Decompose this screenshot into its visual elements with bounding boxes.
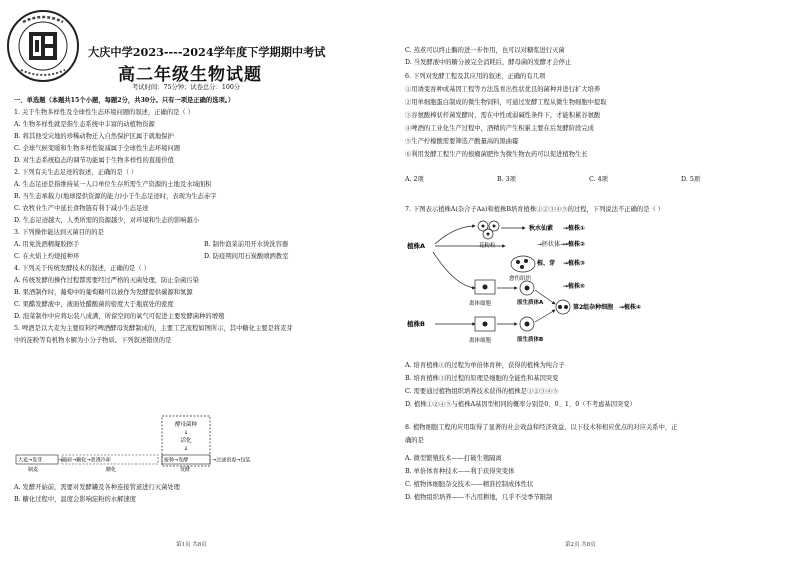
activation-label: 活化 <box>180 438 192 444</box>
q7-option-b: B. 培育植株③的过程的原理是细胞的全能性和基因突变 <box>405 375 559 382</box>
q4-option-a: A. 传统发酵的操作过程都需要经过严格的灭菌处理，防止杂菌污染 <box>14 277 199 284</box>
q8-option-c: C. 植物体细胞杂交技术——精准控制成体性状 <box>405 481 534 488</box>
q1-stem: 1. 关于生物多样性及全球性生态环境问题的叙述，正确的是（ ） <box>14 109 195 116</box>
fermentation-step: 接种→发酵 <box>164 457 189 464</box>
protoplast-a-label: 原生质体A <box>517 300 544 306</box>
q2-stem: 2. 下列有关生态足迹的叙述，正确的是（ ） <box>14 169 138 176</box>
q3-option-a: A. 用免洗酒精凝胶擦手 <box>14 241 80 248</box>
exam-info: 考试时间：75分钟；试卷总分：100分 <box>132 84 241 91</box>
q6-option-a: A. 2项 <box>405 176 424 183</box>
q6-item-3: ③谷氨酸棒状杆菌发酵时，需在中性或弱碱性条件下，才能积累谷氨酸 <box>405 112 601 119</box>
q1-option-a: A. 生物多样性就是指生态系统中丰富的动植物资源 <box>14 121 155 128</box>
q6-item-4: ④啤酒的工业化生产过程中，酒精的产生积累主要在后发酵阶段完成 <box>405 125 594 132</box>
isolated-cell-icon-a <box>475 280 495 294</box>
q3-option-c: C. 在火焰上灼烧接种环 <box>14 253 80 260</box>
section-heading: 一、单选题（本题共15个小题，每题2分，共30分。只有一项是正确的选项。） <box>14 97 235 104</box>
callus-icon <box>511 256 535 272</box>
yeast-arrow-1: ↓ <box>183 430 189 436</box>
page-footer: 第2页 共8页 <box>565 542 596 548</box>
q3-option-b: B. 制作泡菜前用开水烫洗容器 <box>204 241 289 248</box>
q7-option-c: C. 需要通过植物组织培养技术获得的植株是①②③④⑤ <box>405 388 559 395</box>
plant-4-label: →植株④ <box>619 304 642 311</box>
q6-option-c: C. 4项 <box>589 176 608 183</box>
q6-item-2: ②用单细胞蛋白制成的微生物饲料，可通过发酵工程从微生物细胞中提取 <box>405 99 607 106</box>
q2-option-b: B. 当生态承载力(地球提供资源的能力)小于生态足迹时，表现为生态赤字 <box>14 193 217 200</box>
school-seal <box>5 8 81 84</box>
exam-title: 高二年级生物试题 <box>118 65 262 85</box>
stage-label-mashing: 糖化 <box>106 467 117 472</box>
q6-stem: 6. 下列对发酵工程及其应用的叙述，正确的有几项 <box>405 73 546 80</box>
q6-item-1: ①用诱变育种或基因工程等方法选育出性状优良的菌种并进行扩大培养 <box>405 86 601 93</box>
isolated-cell-label-a: 离体细胞 <box>469 301 492 307</box>
plant-b-label: 植株B <box>407 320 425 328</box>
q4-stem: 4. 下列关于传统发酵技术的叙述，正确的是（ ） <box>14 265 150 272</box>
q5-option-d: D. 当发酵液中的糖分被完全消耗后，酵母菌的发酵才会停止 <box>405 59 572 66</box>
q3-stem: 3. 下列操作能达到灭菌目的的是 <box>14 229 104 236</box>
protoplast-a-icon <box>520 281 534 295</box>
plant-a-label: 植株A <box>407 242 426 250</box>
q5-option-b: B. 糖化过程中，温度会影响淀粉的水解速度 <box>14 496 136 503</box>
q5-option-c: C. 蒸煮可以终止酶的进一步作用，也可以对糖浆进行灭菌 <box>405 47 565 54</box>
q8-stem-line1: 8. 植物细胞工程的应用取得了显著的社会效益和经济效益，以下技术和相应优点的对应关系中，正 <box>405 424 678 431</box>
q1-option-c: C. 全球气候变暖和生物多样性锐减属于全球性生态环境问题 <box>14 145 181 152</box>
hybrid-cell-icon <box>556 300 570 314</box>
malting-step: 大麦→发芽 <box>18 457 43 464</box>
q5-option-a: A. 发酵开始前，需要对发酵罐及各种连接管道进行灭菌处理 <box>14 484 180 491</box>
q8-option-d: D. 植物组织培养——不占用耕地，几乎不受季节限制 <box>405 494 553 501</box>
q5-stem-line2: 中的淀粉等有机物水解为小分子物质。下列叙述错误的是 <box>14 337 172 344</box>
isolated-cell-label-b: 离体细胞 <box>469 338 492 344</box>
q7-option-a: A. 培育植株①的过程为单倍体育种，获得的植株为纯合子 <box>405 362 565 369</box>
q7-option-d: D. 植株①②④⑤与植株A基因型相同的概率分别是0、0、1、0（不考虑基因突变） <box>405 401 636 408</box>
arrow-a-to-cell <box>433 252 475 288</box>
mashing-step: →破碎→糖化→煮沸冷却 <box>58 457 111 464</box>
arrow-protoplast-b-to-hybrid <box>535 310 555 322</box>
protoplast-b-icon <box>520 317 534 331</box>
q3-option-d: D. 防疫期间用石炭酸喷洒教室 <box>204 253 289 260</box>
exam-header: 大庆中学2023----2024学年度下学期期中考试 <box>88 45 326 59</box>
yeast-arrow-2: ↓ <box>183 446 189 452</box>
plant-breeding-diagram <box>405 216 785 356</box>
q4-option-d: D. 泡菜制作中应将坛装八成满，所留空间的氧气可促进主要发酵菌种的增殖 <box>14 313 225 320</box>
protoplast-b-label: 原生质体B <box>517 337 544 343</box>
q8-option-b: B. 单倍体育种技术——利于获得突变体 <box>405 468 515 475</box>
q5-stem-line1: 5. 啤酒是以大麦为主要原料经啤酒酵母发酵制成的，主要工艺流程如图所示，其中糖化主要是将麦芽 <box>14 325 293 332</box>
q8-stem-line2: 确的是 <box>405 437 424 444</box>
beer-process-diagram <box>14 350 384 472</box>
q4-option-c: C. 果醋发酵液中，液面处醋酸菌的密度大于瓶底处的密度 <box>14 301 174 308</box>
page-footer: 第1页 共8页 <box>176 542 207 548</box>
embryoid-label: →胚状体→ <box>537 241 566 248</box>
stage-label-fermentation: 发酵 <box>180 467 191 472</box>
isolated-cell-icon-b <box>475 317 495 331</box>
root-shoot-label: 根、芽 <box>537 260 556 267</box>
plant-3-label: →植株③ <box>563 260 586 267</box>
q1-option-b: B. 将其他受灾地的珍稀动物迁入自然保护区属于就地保护 <box>14 133 174 140</box>
q2-option-a: A. 生态足迹是指维持某一人口单位生存所需生产资源的土地及水域面积 <box>14 181 212 188</box>
plant-2-label: →植株② <box>563 241 586 248</box>
pollen-cluster-icon <box>478 221 499 239</box>
plant-5-label: →植株⑤ <box>563 283 586 290</box>
q6-item-6: ⑥利用发酵工程生产的根瘤菌肥作为微生物农药可以促进植物生长 <box>405 151 588 158</box>
q6-item-5: ⑤生产柠檬酸需要筛选产酸量高的黑曲霉 <box>405 138 519 145</box>
q6-option-b: B. 3项 <box>497 176 516 183</box>
hybrid-cell-label: 第2组杂种细胞 <box>573 304 614 311</box>
finishing-step: →过滤消毒→包装 <box>212 457 251 464</box>
q2-option-c: C. 农牧业生产中延长食物链有利于减小生态足迹 <box>14 205 149 212</box>
q4-option-b: B. 果酒制作时，葡萄中的葡萄糖可以被作为发酵提供碳源和氮源 <box>14 289 193 296</box>
yeast-strain-label: 酵母菌种 <box>174 422 198 428</box>
q7-stem: 7. 下图表示植株A(杂合子Aa)和植株B培育植株①②③④⑤的过程，下列说法不正确的是（ ） <box>405 206 665 213</box>
callus-label: 愈伤组织 <box>509 276 532 282</box>
right-page <box>397 0 794 561</box>
colchicine-label: 秋水仙素 <box>529 225 554 232</box>
stage-label-malting: 制麦 <box>28 467 39 472</box>
plant-1-label: →植株① <box>563 225 586 232</box>
arrow-a-to-pollen <box>435 226 475 244</box>
pollen-label: 花粉粒 <box>479 243 496 249</box>
q6-option-d: D. 5项 <box>681 176 701 183</box>
q1-option-d: D. 对生态系统稳态的调节功能属于生物多样性的直接价值 <box>14 157 174 164</box>
q8-option-a: A. 微型繁殖技术——打破生殖隔离 <box>405 455 502 462</box>
q2-option-d: D. 生态足迹越大，人类所需的资源越少，对环境和生态的影响越小 <box>14 217 200 224</box>
